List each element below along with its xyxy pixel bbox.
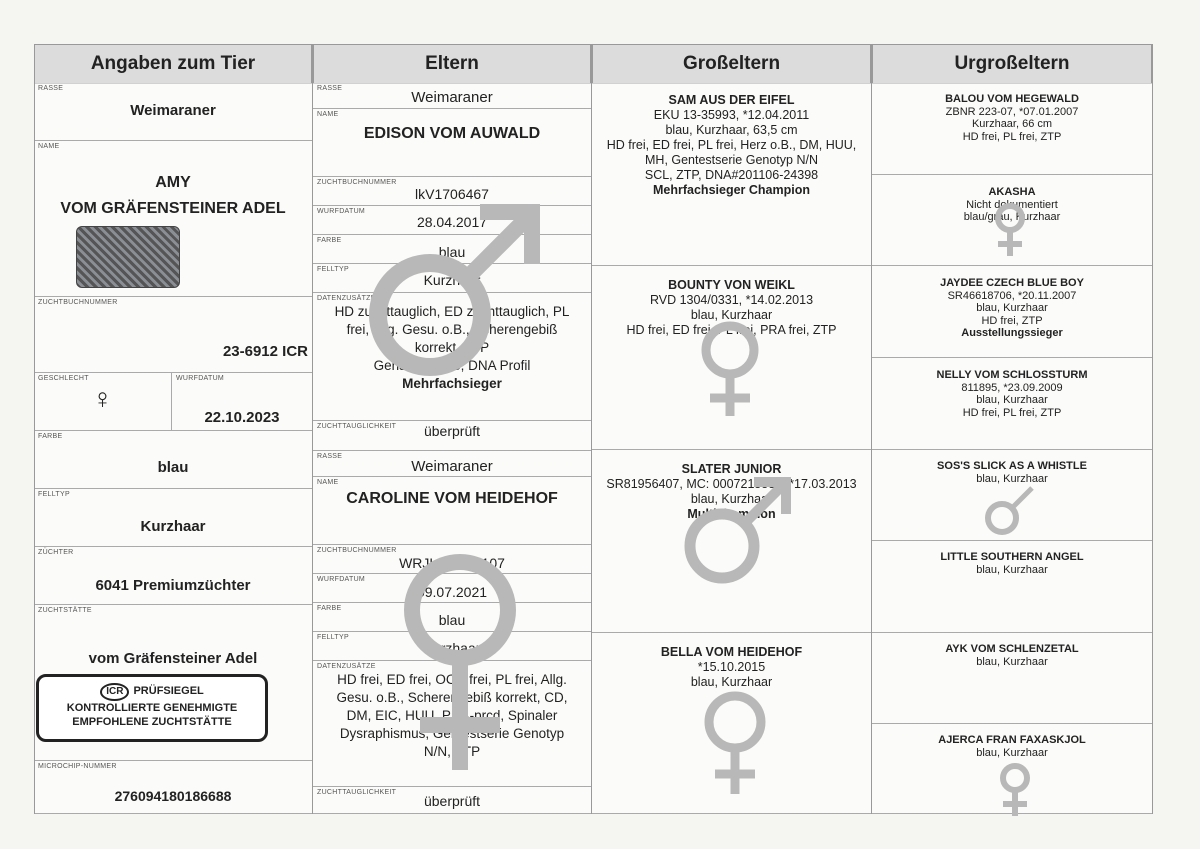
vater-farbe: blau (438, 244, 466, 260)
vater-rasse-cell (313, 83, 591, 109)
mutter-zuchtbuch-cell (313, 545, 591, 574)
tier-name-line2: VOM GRÄFENSTEINER ADEL (60, 200, 286, 217)
vater-felltyp: Kurzhaar (423, 272, 481, 288)
grosseltern-line: RVD 1304/0331, *14.02.2013 (649, 293, 814, 307)
seal-line1: PRÜFSIEGEL (133, 685, 204, 697)
urgrosseltern-entry (872, 93, 1152, 143)
label-wurfdatum: WURFDATUM (317, 576, 366, 583)
urgrosselternteil-6 (872, 541, 1152, 633)
label-wurfdatum: WURFDATUM (176, 375, 225, 382)
grosseltern-line: HD frei, ED frei, PL frei, Herz o.B., DM, HUU, (606, 138, 857, 152)
urgrosselternteil-4 (872, 358, 1152, 450)
urgrosseltern-entry (872, 734, 1152, 759)
label-farbe: FARBE (38, 433, 63, 440)
grosselternteil-4 (592, 633, 871, 814)
urgrosselternteil-3 (872, 266, 1152, 358)
tier-wurfdatum-cell (172, 373, 312, 431)
header-eltern: Eltern (313, 44, 591, 84)
grosselternteil-1 (592, 83, 871, 266)
divider (34, 44, 35, 814)
mutter-rasse-cell (313, 451, 591, 477)
urgrosseltern-entry (872, 277, 1152, 340)
urgrosseltern-line: ZBNR 223-07, *07.01.2007 (945, 105, 1079, 118)
urgrosseltern-line: blau, Kurzhaar (976, 746, 1048, 759)
label-zuechter: ZÜCHTER (38, 549, 74, 556)
vater-rasse: Weimaraner (411, 89, 493, 106)
grosselternteil-3 (592, 450, 871, 633)
grosseltern-entry (592, 278, 871, 338)
divider (871, 44, 872, 814)
grosseltern-line: SR81956407, MC: 0007215555, *17.03.2013 (606, 477, 857, 491)
urgrosseltern-name: LITTLE SOUTHERN ANGEL (940, 551, 1084, 563)
column-urgrosseltern (872, 44, 1152, 759)
column-eltern (313, 44, 591, 809)
vater-daten-line: Genstatus B/B, DNA Profil (373, 358, 531, 373)
urgrosseltern-line: SR46618706, *20.11.2007 (947, 289, 1077, 302)
urgrosseltern-name: SOS'S SLICK AS A WHISTLE (937, 460, 1087, 472)
vater-daten-title: Mehrfachsieger (402, 376, 502, 391)
urgrosseltern-line: 811895, *23.09.2009 (961, 381, 1063, 394)
mutter-daten-line: N/N, ZTP (423, 744, 481, 759)
grosseltern-line: *15.10.2015 (697, 660, 766, 674)
grosseltern-name: SAM AUS DER EIFEL (668, 93, 795, 107)
urgrosseltern-name: AYK VOM SCHLENZETAL (945, 643, 1079, 655)
label-farbe: FARBE (317, 605, 342, 612)
hologram-seal (76, 226, 180, 288)
mutter-farbe-cell (313, 603, 591, 632)
mutter-zuchttauglichkeit: überprüft (423, 793, 481, 809)
label-felltyp: FELLTYP (317, 634, 349, 641)
urgrosseltern-name: AJERCA FRAN FAXASKJOL (938, 734, 1086, 746)
grosseltern-title: Mehrfachsieger Champion (653, 183, 810, 197)
label-name: NAME (38, 143, 60, 150)
grosseltern-line: blau, Kurzhaar (690, 492, 773, 506)
urgrosselternteil-7 (872, 633, 1152, 724)
urgrosseltern-line: blau/grau, Kurzhaar (963, 211, 1061, 223)
vater-felltyp-cell (313, 264, 591, 293)
mutter-wurfdatum-cell (313, 574, 591, 603)
urgrosseltern-entry (872, 460, 1152, 485)
header-urgrosseltern: Urgroßeltern (872, 44, 1152, 84)
grosseltern-entry (592, 645, 871, 690)
urgrosseltern-line: blau, Kurzhaar (976, 563, 1048, 576)
label-datenzusaetze: DATENZUSÄTZE (317, 663, 376, 670)
label-zuchtstaette: ZUCHTSTÄTTE (38, 607, 92, 614)
label-rasse: RASSE (38, 85, 64, 92)
grosseltern-entry (592, 93, 871, 198)
tier-wurfdatum: 22.10.2023 (204, 409, 280, 426)
vater-daten (313, 303, 591, 393)
urgrosseltern-name: BALOU VOM HEGEWALD (945, 93, 1079, 105)
tier-farbe: blau (157, 459, 189, 476)
divider (1152, 44, 1153, 814)
grosseltern-line: EKU 13-35993, *12.04.2011 (653, 108, 810, 122)
label-rasse: RASSE (317, 453, 343, 460)
icr-logo-icon: ICR (100, 683, 129, 701)
grosseltern-title: Multichampion (687, 507, 776, 521)
mutter-daten-line: DM, EIC, HUU, PRA-prcd, Spinaler (346, 708, 558, 723)
vater-wurfdatum-cell (313, 206, 591, 235)
tier-rasse-cell (34, 83, 312, 141)
mutter-daten (313, 671, 591, 761)
seal-line3: EMPFOHLENE ZUCHTSTÄTTE (72, 716, 232, 728)
tier-rasse: Weimaraner (130, 102, 216, 119)
vater-zuchttauglichkeit: überprüft (423, 423, 481, 439)
grosseltern-line: MH, Gentestserie Genotyp N/N (645, 153, 818, 167)
label-geschlecht: GESCHLECHT (38, 375, 89, 382)
tier-farbe-cell (34, 431, 312, 489)
tier-microchip-cell (34, 761, 312, 814)
urgrosseltern-name: AKASHA (988, 186, 1036, 198)
urgrosseltern-entry (872, 369, 1152, 419)
vater-daten-line: korrekt, ZTP (414, 340, 490, 355)
tier-felltyp-cell (34, 489, 312, 547)
urgrosseltern-line: blau, Kurzhaar (976, 394, 1048, 406)
label-felltyp: FELLTYP (317, 266, 349, 273)
urgrosseltern-line: blau, Kurzhaar (976, 655, 1048, 668)
tier-zuchtbuch-cell (34, 297, 312, 373)
tier-zuechter: 6041 Premiumzüchter (95, 577, 251, 594)
urgrosselternteil-1 (872, 83, 1152, 175)
urgrosseltern-entry (872, 186, 1152, 224)
vater-zuchtbuch-cell (313, 177, 591, 206)
grosseltern-line: blau, Kurzhaar (690, 675, 773, 689)
urgrosseltern-entry (872, 551, 1152, 576)
tier-zuechter-cell (34, 547, 312, 605)
urgrosseltern-name: NELLY VOM SCHLOSSTURM (936, 369, 1088, 381)
urgrosseltern-line: HD frei, ZTP (981, 314, 1043, 327)
urgrosseltern-line: HD frei, PL frei, ZTP (962, 130, 1062, 143)
vater-daten-line: frei, Allg. Gesu. o.B., Scherengebiß (346, 322, 558, 337)
divider (312, 44, 313, 814)
urgrosseltern-line: Kurzhaar, 66 cm (971, 118, 1053, 130)
label-zuchttauglichkeit: ZUCHTTAUGLICHKEIT (317, 789, 397, 796)
mutter-zuchttauglichkeit-cell (313, 787, 591, 814)
column-grosseltern (592, 44, 871, 689)
mutter-daten-line: Dysraphismus, Gentestserie Genotyp (339, 726, 565, 741)
mutter-name-cell (313, 477, 591, 545)
label-zuchtbuchnummer: ZUCHTBUCHNUMMER (38, 299, 118, 306)
tier-microchip: 276094180186688 (114, 788, 232, 804)
pruefsiegel-stamp (36, 674, 268, 742)
grosseltern-line: blau, Kurzhaar (690, 308, 773, 322)
female-symbol-icon: ♀ (92, 383, 113, 414)
grosseltern-line: blau, Kurzhaar, 63,5 cm (665, 123, 798, 137)
mutter-farbe: blau (438, 612, 466, 628)
mutter-felltyp: Kurzhaar (423, 640, 481, 656)
label-wurfdatum: WURFDATUM (317, 208, 366, 215)
vater-farbe-cell (313, 235, 591, 264)
label-rasse: RASSE (317, 85, 343, 92)
urgrosseltern-entry (872, 643, 1152, 668)
mutter-felltyp-cell (313, 632, 591, 661)
vater-daten-line: HD zuchttauglich, ED zuchttauglich, PL (334, 304, 570, 319)
tier-zuchtstaette: vom Gräfensteiner Adel (88, 650, 258, 667)
urgrosseltern-line: Nicht dokumentiert (966, 198, 1058, 211)
mutter-wurfdatum: 09.07.2021 (416, 584, 488, 600)
seal-line2: KONTROLLIERTE GENEHMIGTE (66, 702, 238, 714)
grosseltern-name: SLATER JUNIOR (681, 462, 782, 476)
label-name: NAME (317, 479, 339, 486)
mutter-daten-cell (313, 661, 591, 787)
tier-geschlecht-cell (34, 373, 172, 431)
label-farbe: FARBE (317, 237, 342, 244)
mutter-name: CAROLINE VOM HEIDEHOF (346, 490, 558, 507)
grosseltern-name: BELLA VOM HEIDEHOF (660, 645, 803, 659)
mutter-daten-line: HD frei, ED frei, OCD frei, PL frei, Allg. (337, 672, 567, 687)
vater-wurfdatum: 28.04.2017 (416, 214, 488, 230)
mutter-daten-line: Gesu. o.B., Scherengebiß korrekt, CD, (336, 690, 568, 705)
tier-felltyp: Kurzhaar (140, 518, 206, 535)
header-tier: Angaben zum Tier (34, 44, 312, 84)
urgrosselternteil-5 (872, 450, 1152, 541)
mutter-rasse: Weimaraner (411, 458, 493, 475)
grosseltern-entry (592, 462, 871, 522)
urgrosseltern-line: blau, Kurzhaar (976, 302, 1048, 314)
grosseltern-line: HD frei, ED frei, PL frei, PRA frei, ZTP (626, 323, 837, 337)
grosseltern-line: SCL, ZTP, DNA#201106-24398 (644, 168, 819, 182)
grosseltern-name: BOUNTY VON WEIKL (668, 278, 795, 292)
urgrosselternteil-2 (872, 175, 1152, 266)
label-name: NAME (317, 111, 339, 118)
label-microchip: MICROCHIP-NUMMER (38, 763, 117, 770)
urgrosselternteil-8 (872, 724, 1152, 814)
urgrosseltern-name: JAYDEE CZECH BLUE BOY (940, 277, 1084, 289)
label-felltyp: FELLTYP (38, 491, 70, 498)
tier-zuchtbuchnummer: 23-6912 ICR (222, 343, 308, 360)
tier-name-line1: AMY (155, 174, 191, 191)
vater-name: EDISON VOM AUWALD (363, 125, 541, 142)
vater-zuchttauglichkeit-cell (313, 421, 591, 451)
label-zuchttauglichkeit: ZUCHTTAUGLICHKEIT (317, 423, 397, 430)
grosselternteil-2 (592, 266, 871, 450)
vater-daten-cell (313, 293, 591, 421)
label-zuchtbuchnummer: ZUCHTBUCHNUMMER (317, 179, 397, 186)
header-grosseltern: Großeltern (592, 44, 871, 84)
urgrosseltern-line: HD frei, PL frei, ZTP (962, 406, 1062, 419)
divider (591, 44, 592, 814)
label-zuchtbuchnummer: ZUCHTBUCHNUMMER (317, 547, 397, 554)
vater-zuchtbuchnummer: lkV1706467 (415, 186, 489, 202)
vater-name-cell (313, 109, 591, 177)
label-datenzusaetze: DATENZUSÄTZE (317, 295, 376, 302)
urgrosseltern-title: Ausstellungssieger (961, 327, 1063, 339)
mutter-zuchtbuchnummer: WRJL2021W107 (399, 555, 505, 571)
urgrosseltern-line: blau, Kurzhaar (976, 472, 1048, 485)
